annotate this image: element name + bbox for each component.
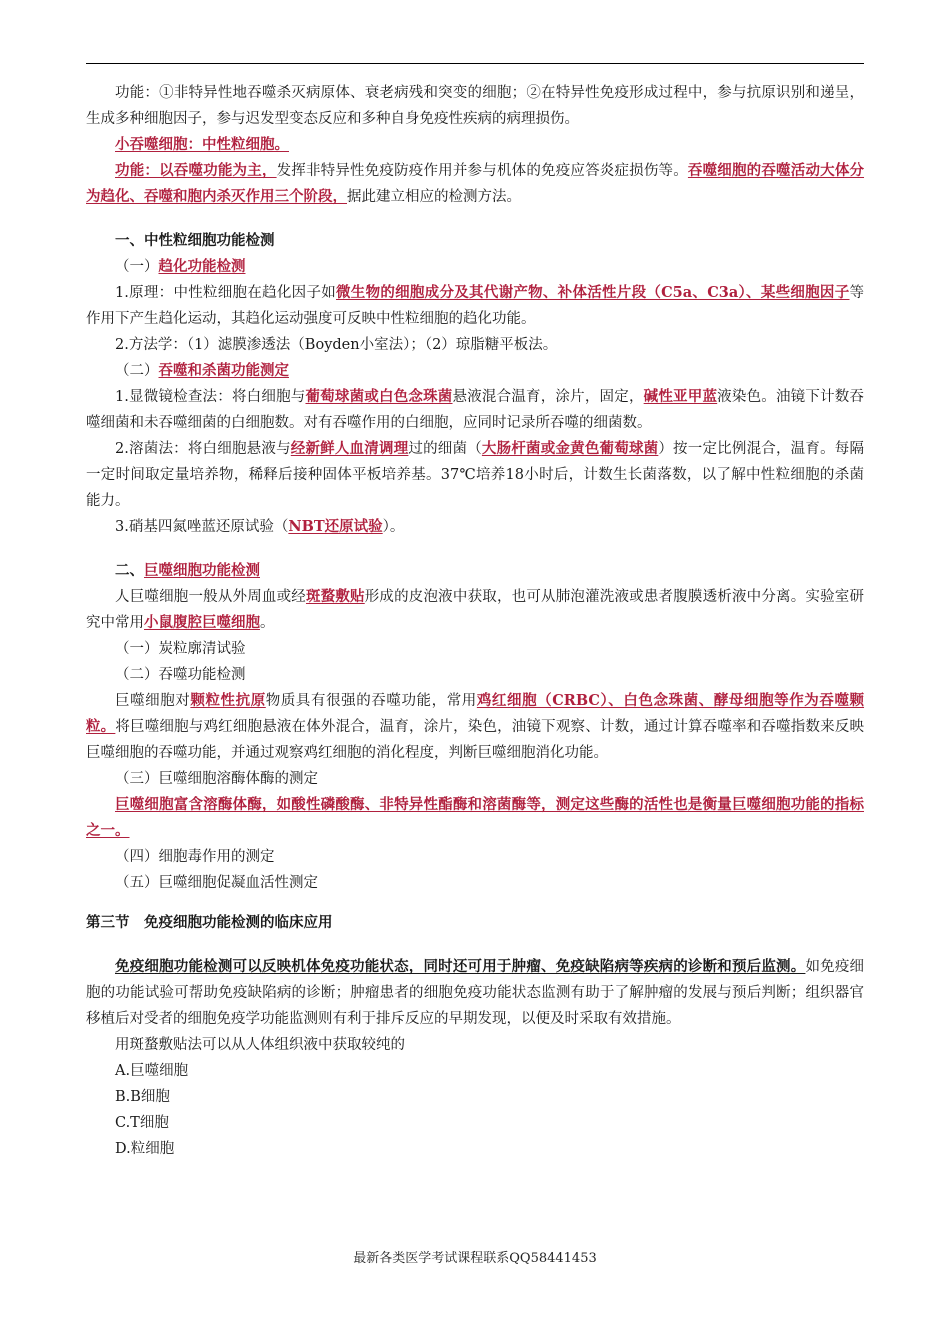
paragraph-phagocytic-test: 巨噬细胞对颗粒性抗原物质具有很强的吞噬功能，常用鸡红细胞（CRBC）、白色念珠菌、酵母细胞等作为吞噬颗粒。将巨噬细胞与鸡红细胞悬液在体外混合，温育，涂片，染色，油镜下观察、计数，通过计算吞噬率和吞噬指数来反映巨噬细胞的吞噬功能，并通过观察鸡红细胞的消化程度，判断巨噬细胞消化功能。 <box>86 692 865 761</box>
option-c: C.T细胞 <box>115 1115 169 1131</box>
subheading-procoagulant: （五）巨噬细胞促凝血活性测定 <box>115 875 318 891</box>
paragraph-lysosomal <box>86 792 864 844</box>
header-rule <box>86 63 864 64</box>
subheading-lysosomal-enzyme: （三）巨噬细胞溶酶体酶的测定 <box>115 771 318 787</box>
highlight-text: 巨噬细胞富含溶酶体酶，如酸性磷酸酶、非特异性酯酶和溶菌酶等，测定这些酶的活性也是衡量巨噬细胞功能的指标之一。 <box>86 796 864 839</box>
highlight-text: 功能：以吞噬功能为主， <box>115 162 277 179</box>
paragraph-microscopy: 1.显微镜检查法：将白细胞与葡萄球菌或白色念珠菌悬液混合温育，涂片，固定，碱性亚甲蓝液染色。油镜下计数吞噬细菌和未吞噬细菌的白细胞数。对有吞噬作用的白细胞，应同时记录所吞噬的细菌数。 <box>86 388 864 431</box>
highlight-text: NBT还原试验 <box>288 518 383 535</box>
paragraph-principle: 1.原理：中性粒细胞在趋化因子如微生物的细胞成分及其代谢产物、补体活性片段（C5a、C3a）、某些细胞因子等作用下产生趋化运动，其趋化运动强度可反映中性粒细胞的趋化功能。 <box>86 284 864 327</box>
underlined-text: 免疫细胞功能检测可以反映机体免疫功能状态，同时还可用于肿瘤、免疫缺陷病等疾病的诊断和预后监测。 <box>115 958 806 975</box>
subheading-chemotaxis: （一）趋化功能检测 <box>115 258 246 275</box>
highlight-text: 斑蝥敷贴 <box>305 588 365 605</box>
option-d: D.粒细胞 <box>115 1141 175 1157</box>
highlight-text: 吞噬细胞的吞噬活动大体分为趋化、吞噬和胞内杀灭作用三个阶段， <box>86 162 865 205</box>
paragraph-phagocyte-stages: 功能：以吞噬功能为主，发挥非特异性免疫防疫作用并参与机体的免疫应答炎症损伤等。吞噬细胞的吞噬活动大体分为趋化、吞噬和胞内杀灭作用三个阶段，据此建立相应的检测方法。 <box>86 162 865 205</box>
page-footer: 最新各类医学考试课程联系QQ58441453 <box>353 1251 597 1266</box>
paragraph-methodology: 2.方法学：（1）滤膜渗透法（Boyden小室法）；（2）琼脂糖平板法。 <box>115 337 558 353</box>
paragraph-lysis: 2.溶菌法：将白细胞悬液与经新鲜人血清调理过的细菌（大肠杆菌或金黄色葡萄球菌）按一定比例混合，温育。每隔一定时间取定量培养物，稀释后接种固体平板培养基。37℃培养18小时后，计数生长菌落数，以了解中性粒细胞的杀菌能力。 <box>86 440 864 509</box>
paragraph-clinical-application: 免疫细胞功能检测可以反映机体免疫功能状态，同时还可用于肿瘤、免疫缺陷病等疾病的诊断和预后监测。如免疫细胞的功能试验可帮助免疫缺陷病的诊断；肿瘤患者的细胞免疫功能状态监测有助于了解肿瘤的发展与预后判断；组织器官移植后对受者的细胞免疫学功能监测则有利于排斥反应的早期发现，以便及时采取有效措施。 <box>86 958 865 1027</box>
subheading-phagocytic-function: （二）吞噬功能检测 <box>115 667 246 683</box>
highlight-text: 巨噬细胞功能检测 <box>144 562 260 579</box>
question-stem: 用斑蝥敷贴法可以从人体组织液中获取较纯的 <box>115 1037 405 1053</box>
chapter-section-heading: 第三节 免疫细胞功能检测的临床应用 <box>86 914 333 931</box>
subheading-carbon-clearance: （一）炭粒廓清试验 <box>115 641 246 657</box>
highlight-text: 经新鲜人血清调理 <box>290 440 409 457</box>
option-a: A.巨噬细胞 <box>115 1063 189 1079</box>
highlight-text: 葡萄球菌或白色念珠菌 <box>305 388 453 405</box>
highlight-text: 大肠杆菌或金黄色葡萄球菌 <box>481 440 659 457</box>
paragraph-macrophage-source: 人巨噬细胞一般从外周血或经斑蝥敷贴形成的皮泡液中获取，也可从肺泡灌洗液或患者腹膜透析液中分离。实验室研究中常用小鼠腹腔巨噬细胞。 <box>86 588 865 631</box>
document-body <box>86 80 864 1162</box>
paragraph-macrophage-function: 功能：①非特异性地吞噬杀灭病原体、衰老病残和突变的细胞；②在特异性免疫形成过程中，参与抗原识别和递呈，生成多种细胞因子，参与迟发型变态反应和多种自身免疫性疾病的病理损伤。 <box>86 85 864 127</box>
highlight-text: 碱性亚甲蓝 <box>643 388 718 405</box>
highlight-text: 颗粒性抗原 <box>190 692 266 709</box>
paragraph-nbt: 3.硝基四氮唑蓝还原试验（NBT还原试验）。 <box>115 518 405 535</box>
highlight-text: 微生物的细胞成分及其代谢产物、补体活性片段（C5a、C3a）、某些细胞因子 <box>336 284 850 301</box>
highlight-text: 小鼠腹腔巨噬细胞 <box>144 614 260 631</box>
highlight-text: 趋化功能检测 <box>158 258 246 275</box>
highlight-text: 吞噬和杀菌功能测定 <box>158 362 289 379</box>
option-b: B.B细胞 <box>115 1089 170 1105</box>
highlight-text: 鸡红细胞（CRBC）、白色念珠菌、酵母细胞等作为吞噬颗粒。 <box>86 692 865 735</box>
highlight-text: 小吞噬细胞：中性粒细胞。 <box>115 136 289 153</box>
paragraph-microphage <box>86 132 864 158</box>
subheading-cytotoxicity: （四）细胞毒作用的测定 <box>115 849 275 865</box>
section-heading-macrophage: 二、巨噬细胞功能检测 <box>115 562 260 579</box>
subheading-phagocytosis: （二）吞噬和杀菌功能测定 <box>115 362 289 379</box>
section-heading-neutrophil: 一、中性粒细胞功能检测 <box>115 232 275 249</box>
